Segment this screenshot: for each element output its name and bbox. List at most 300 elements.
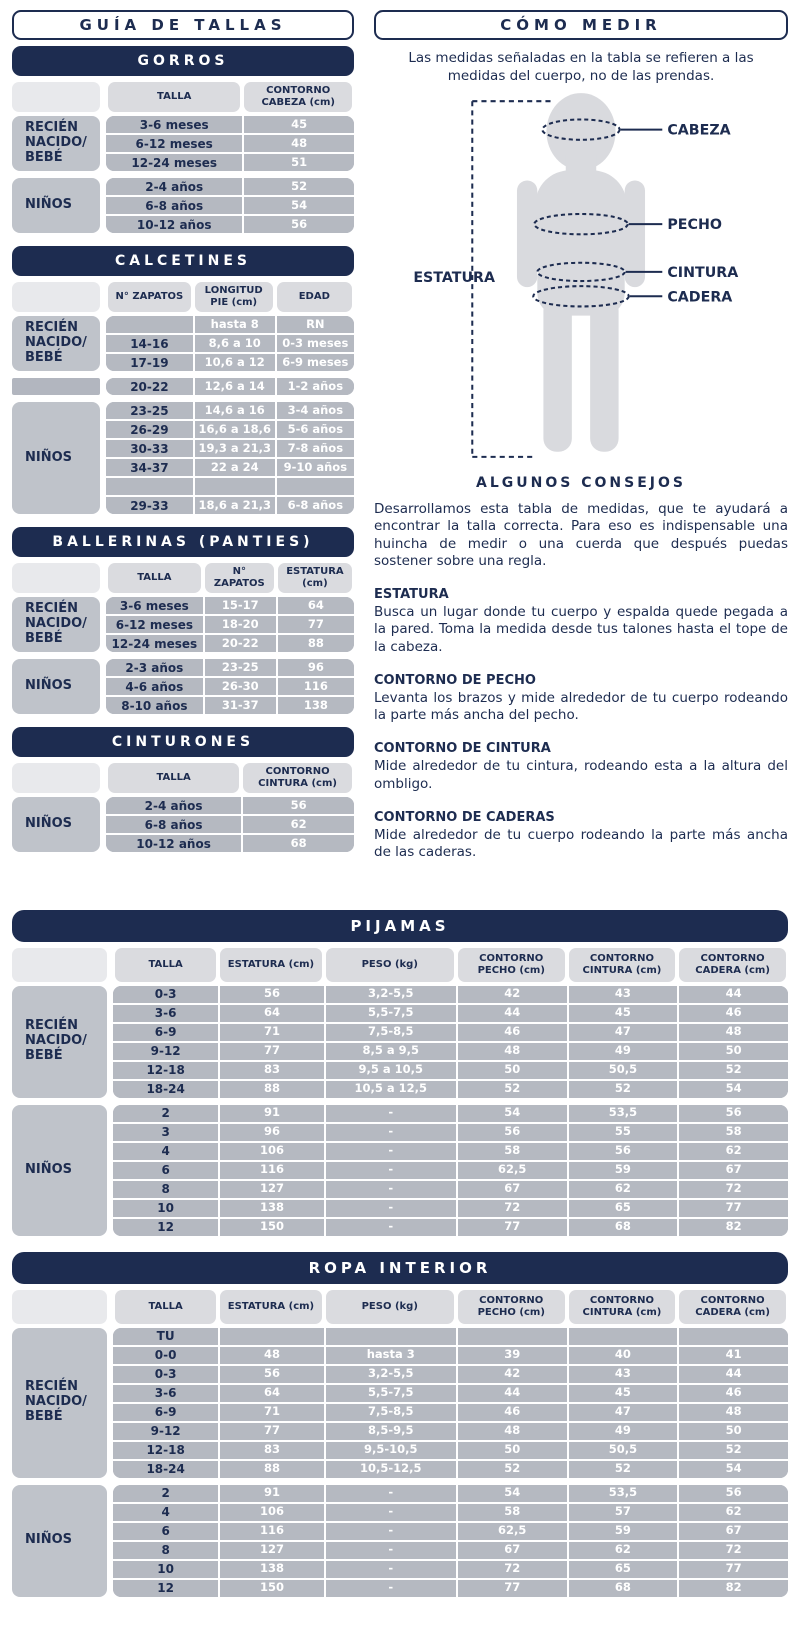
value-cell: 64 [218, 1003, 323, 1022]
value-cell: 56 [567, 1141, 678, 1160]
size-guide-title: GUÍA DE TALLAS [12, 10, 354, 40]
size-cell: 12-18 [113, 1440, 218, 1459]
value-cell: 0-3 meses [275, 333, 354, 352]
value-cell: 7,5-8,5 [324, 1022, 456, 1041]
value-cell: 56 [456, 1122, 567, 1141]
size-cell: 10 [113, 1559, 218, 1578]
value-cell: - [324, 1122, 456, 1141]
value-cell: 62 [677, 1141, 788, 1160]
value-cell: - [324, 1540, 456, 1559]
value-cell: 40 [567, 1345, 678, 1364]
group-rows [113, 1105, 788, 1236]
group-rows [106, 402, 354, 514]
column-header: ESTATURA (cm) [220, 948, 321, 982]
value-cell: - [324, 1179, 456, 1198]
value-cell: 46 [677, 1003, 788, 1022]
corner-spacer [12, 1290, 107, 1324]
column-header: CONTORNO CABEZA (cm) [244, 82, 352, 112]
size-cell: 10-12 años [106, 833, 241, 852]
value-cell: 72 [677, 1540, 788, 1559]
column-header: TALLA [108, 763, 239, 793]
group-rows [113, 1485, 788, 1597]
tip-text: Levanta los brazos y mide alrededor de tu cuerpo rodeando la parte más ancha del pecho. [374, 689, 788, 724]
group-rows [113, 986, 788, 1098]
table-row [113, 1521, 788, 1540]
tip-text: Busca un lugar donde tu cuerpo y espalda quede pegada a la pared. Toma la medida desde tus talones hasta el tope de la cabeza. [374, 604, 788, 655]
value-cell: 43 [567, 986, 678, 1003]
table-row [106, 133, 354, 152]
table-header-row [12, 1290, 788, 1324]
size-cell: 18-24 [113, 1459, 218, 1478]
value-cell: - [324, 1105, 456, 1122]
column-header: PESO (kg) [326, 948, 454, 982]
value-cell: 23-25 [203, 659, 276, 676]
size-cell: 14-16 [106, 333, 193, 352]
value-cell: 48 [677, 1022, 788, 1041]
table-row [106, 402, 354, 419]
measuring-tip [374, 587, 788, 656]
value-cell: 31-37 [203, 695, 276, 714]
table-row [113, 1179, 788, 1198]
value-cell: 56 [218, 1364, 323, 1383]
value-cell: 26-30 [203, 676, 276, 695]
tip-text: Mide alrededor de tu cuerpo rodeando la parte más ancha de las caderas. [374, 827, 788, 861]
value-cell: 7,5-8,5 [324, 1402, 456, 1421]
value-cell: 116 [276, 676, 354, 695]
group-label: RECIÉN NACIDO/ BEBÉ [12, 316, 100, 371]
value-cell: 65 [567, 1559, 678, 1578]
table-calcetines [12, 246, 354, 514]
table-group [12, 316, 354, 371]
value-cell: 72 [677, 1179, 788, 1198]
group-rows [106, 597, 354, 652]
value-cell: 54 [242, 195, 354, 214]
value-cell: RN [275, 316, 354, 333]
column-header: CONTORNO CADERA (cm) [679, 1290, 786, 1324]
size-guide-column [12, 10, 354, 862]
size-cell: 34-37 [106, 457, 193, 476]
size-cell: 2-4 años [106, 178, 242, 195]
value-cell: 44 [456, 1383, 567, 1402]
table-row [106, 676, 354, 695]
column-header: TALLA [108, 563, 201, 593]
value-cell: 96 [276, 659, 354, 676]
table-title-bar: BALLERINAS (PANTIES) [12, 527, 354, 557]
value-cell: 3,2-5,5 [324, 1364, 456, 1383]
table-group [12, 402, 354, 514]
column-header: N° ZAPATOS [108, 282, 191, 312]
table-row [113, 1060, 788, 1079]
group-label: RECIÉN NACIDO/ BEBÉ [12, 116, 100, 171]
size-cell: 6-8 años [106, 814, 241, 833]
column-header: CONTORNO PECHO (cm) [458, 1290, 565, 1324]
value-cell: 58 [456, 1502, 567, 1521]
group-label: NIÑOS [12, 178, 100, 233]
table-title-bar: CALCETINES [12, 246, 354, 276]
value-cell [677, 1328, 788, 1345]
group-label: RECIÉN NACIDO/ BEBÉ [12, 597, 100, 652]
size-cell: 12-18 [113, 1060, 218, 1079]
measuring-tip [374, 673, 788, 725]
value-cell: 62,5 [456, 1521, 567, 1540]
value-cell: 72 [456, 1559, 567, 1578]
body-diagram-svg [397, 89, 765, 467]
value-cell [275, 476, 354, 495]
value-cell: 3,2-5,5 [324, 986, 456, 1003]
column-header: LONGITUD PIE (cm) [195, 282, 273, 312]
pecho-label: PECHO [667, 217, 722, 234]
value-cell: 14,6 a 16 [193, 402, 275, 419]
value-cell: 54 [677, 1459, 788, 1478]
value-cell: 56 [677, 1485, 788, 1502]
table-row [106, 633, 354, 652]
value-cell: 49 [567, 1041, 678, 1060]
value-cell: 9,5-10,5 [324, 1440, 456, 1459]
value-cell: 67 [456, 1179, 567, 1198]
column-header: CONTORNO CINTURA (cm) [243, 763, 352, 793]
value-cell: 138 [218, 1198, 323, 1217]
table-group [12, 116, 354, 171]
value-cell: 77 [456, 1217, 567, 1236]
size-cell: 12-24 meses [106, 633, 203, 652]
table-row [106, 316, 354, 333]
size-cell: 23-25 [106, 402, 193, 419]
value-cell [456, 1328, 567, 1345]
column-header: N° ZAPATOS [205, 563, 274, 593]
value-cell: 41 [677, 1345, 788, 1364]
value-cell: 50 [677, 1041, 788, 1060]
table-row [113, 1345, 788, 1364]
value-cell: 39 [456, 1345, 567, 1364]
size-cell: 8 [113, 1179, 218, 1198]
consejos-title: ALGUNOS CONSEJOS [476, 475, 686, 492]
value-cell: 88 [276, 633, 354, 652]
value-cell: 67 [677, 1521, 788, 1540]
value-cell: 48 [218, 1345, 323, 1364]
value-cell: 47 [567, 1402, 678, 1421]
value-cell: 5,5-7,5 [324, 1383, 456, 1402]
table-row [113, 1364, 788, 1383]
value-cell: 52 [567, 1079, 678, 1098]
value-cell: 116 [218, 1160, 323, 1179]
value-cell: 45 [567, 1003, 678, 1022]
column-header: EDAD [277, 282, 352, 312]
column-header: ESTATURA (cm) [278, 563, 352, 593]
size-cell: 3-6 [113, 1383, 218, 1402]
table-title-bar: ROPA INTERIOR [12, 1252, 788, 1284]
value-cell: 16,6 a 18,6 [193, 419, 275, 438]
value-cell: - [324, 1578, 456, 1597]
tip-title: CONTORNO DE PECHO [374, 672, 536, 688]
table-ballerinas [12, 527, 354, 714]
table-row [106, 695, 354, 714]
value-cell [218, 1328, 323, 1345]
size-cell: 30-33 [106, 438, 193, 457]
table-row [106, 214, 354, 233]
group-label: NIÑOS [12, 797, 100, 852]
column-header: CONTORNO CADERA (cm) [679, 948, 786, 982]
value-cell: 10,5 a 12,5 [324, 1079, 456, 1098]
table-pijamas [12, 910, 788, 1236]
table-group [12, 597, 354, 652]
table-group [12, 797, 354, 852]
value-cell: 71 [218, 1022, 323, 1041]
value-cell: 22 a 24 [193, 457, 275, 476]
size-cell: 10 [113, 1198, 218, 1217]
value-cell: - [324, 1217, 456, 1236]
table-row [113, 1122, 788, 1141]
corner-spacer [12, 82, 100, 112]
value-cell: 77 [276, 614, 354, 633]
value-cell: 1-2 años [275, 378, 354, 395]
column-header: CONTORNO CINTURA (cm) [569, 1290, 676, 1324]
size-cell: 3-6 meses [106, 116, 242, 133]
measuring-tips [374, 587, 788, 861]
value-cell: 42 [456, 986, 567, 1003]
table-row [106, 614, 354, 633]
size-cell: 6-9 [113, 1402, 218, 1421]
value-cell: - [324, 1502, 456, 1521]
table-row [113, 1559, 788, 1578]
size-cell: 3-6 meses [106, 597, 203, 614]
tip-title: ESTATURA [374, 587, 449, 603]
cadera-label: CADERA [667, 289, 733, 306]
value-cell: 49 [567, 1421, 678, 1440]
body-measurement-diagram [374, 89, 788, 467]
size-cell [106, 476, 193, 495]
table-row [106, 833, 354, 852]
size-cell: 8-10 años [106, 695, 203, 714]
value-cell: 52 [242, 178, 354, 195]
table-group [12, 378, 354, 395]
table-header-row [12, 82, 354, 112]
value-cell: 50,5 [567, 1060, 678, 1079]
value-cell: 48 [456, 1041, 567, 1060]
value-cell: 8,6 a 10 [193, 333, 275, 352]
value-cell: 71 [218, 1402, 323, 1421]
table-row [106, 419, 354, 438]
value-cell: - [324, 1141, 456, 1160]
value-cell: 18-20 [203, 614, 276, 633]
group-rows [106, 116, 354, 171]
table-row [106, 378, 354, 395]
table-row [113, 1485, 788, 1502]
size-cell: 2-4 años [106, 797, 241, 814]
size-cell: TU [113, 1328, 218, 1345]
column-header: TALLA [115, 1290, 216, 1324]
table-row [113, 1022, 788, 1041]
table-group [12, 1485, 788, 1597]
size-cell: 6-9 [113, 1022, 218, 1041]
group-rows [106, 378, 354, 395]
value-cell: 96 [218, 1122, 323, 1141]
size-cell: 3 [113, 1122, 218, 1141]
value-cell: 56 [677, 1105, 788, 1122]
value-cell: 56 [242, 214, 354, 233]
table-row [113, 1328, 788, 1345]
corner-spacer [12, 563, 100, 593]
value-cell: 44 [677, 986, 788, 1003]
header-cells [113, 1290, 788, 1324]
value-cell: 44 [677, 1364, 788, 1383]
table-row [106, 333, 354, 352]
value-cell: 138 [276, 695, 354, 714]
value-cell: 68 [241, 833, 354, 852]
value-cell: 77 [218, 1041, 323, 1060]
table-row [106, 476, 354, 495]
value-cell: 3-4 años [275, 402, 354, 419]
value-cell: 88 [218, 1459, 323, 1478]
value-cell: 59 [567, 1521, 678, 1540]
table-row [106, 116, 354, 133]
size-cell: 9-12 [113, 1041, 218, 1060]
value-cell: 5,5-7,5 [324, 1003, 456, 1022]
table-row [113, 1105, 788, 1122]
table-title-bar: CINTURONES [12, 727, 354, 757]
group-rows [106, 178, 354, 233]
value-cell: 57 [567, 1502, 678, 1521]
value-cell: 5-6 años [275, 419, 354, 438]
table-gorros [12, 46, 354, 233]
value-cell: 91 [218, 1105, 323, 1122]
corner-spacer [12, 763, 100, 793]
group-label: NIÑOS [12, 659, 100, 714]
value-cell: 77 [218, 1421, 323, 1440]
table-header-row [12, 282, 354, 312]
table-row [106, 495, 354, 514]
cabeza-label: CABEZA [667, 122, 731, 139]
value-cell: 82 [677, 1578, 788, 1597]
value-cell: 8,5-9,5 [324, 1421, 456, 1440]
cintura-label: CINTURA [667, 265, 739, 282]
group-label: NIÑOS [12, 1485, 107, 1597]
table-row [106, 195, 354, 214]
value-cell: 52 [456, 1079, 567, 1098]
table-row [113, 1578, 788, 1597]
header-cells [106, 82, 354, 112]
value-cell: 68 [567, 1217, 678, 1236]
value-cell [567, 1328, 678, 1345]
table-row [113, 1383, 788, 1402]
value-cell: 62 [567, 1540, 678, 1559]
size-cell: 2-3 años [106, 659, 203, 676]
table-row [106, 659, 354, 676]
value-cell: 54 [456, 1485, 567, 1502]
header-cells [113, 948, 788, 982]
value-cell: 52 [567, 1459, 678, 1478]
value-cell: 59 [567, 1160, 678, 1179]
value-cell: 58 [677, 1122, 788, 1141]
table-group [12, 178, 354, 233]
group-label: NIÑOS [12, 402, 100, 514]
column-header: PESO (kg) [326, 1290, 454, 1324]
table-row [113, 1540, 788, 1559]
value-cell: 55 [567, 1122, 678, 1141]
size-cell: 9-12 [113, 1421, 218, 1440]
size-cell: 26-29 [106, 419, 193, 438]
group-label [12, 378, 100, 395]
value-cell: 116 [218, 1521, 323, 1540]
size-cell [106, 316, 193, 333]
value-cell: 6-9 meses [275, 352, 354, 371]
size-cell: 4 [113, 1502, 218, 1521]
value-cell: 54 [456, 1105, 567, 1122]
value-cell: 67 [456, 1540, 567, 1559]
value-cell: 44 [456, 1003, 567, 1022]
measuring-tip [374, 741, 788, 793]
tip-text: Mide alrededor de tu cintura, rodeando esta a la altura del ombligo. [374, 758, 788, 792]
size-cell: 6-12 meses [106, 614, 203, 633]
value-cell: 106 [218, 1502, 323, 1521]
value-cell: - [324, 1198, 456, 1217]
size-cell: 0-3 [113, 1364, 218, 1383]
estatura-label: ESTATURA [413, 270, 495, 287]
table-row [113, 1459, 788, 1478]
value-cell: 10,6 a 12 [193, 352, 275, 371]
value-cell: 77 [677, 1198, 788, 1217]
value-cell: 150 [218, 1578, 323, 1597]
value-cell: 83 [218, 1440, 323, 1459]
value-cell: 127 [218, 1540, 323, 1559]
measure-intro-text: Las medidas señaladas en la tabla se refieren a las medidas del cuerpo, no de las prendas. [408, 50, 754, 84]
value-cell: 52 [677, 1060, 788, 1079]
value-cell: 67 [677, 1160, 788, 1179]
value-cell: 82 [677, 1217, 788, 1236]
table-group [12, 659, 354, 714]
value-cell: 53,5 [567, 1105, 678, 1122]
size-cell: 6-12 meses [106, 133, 242, 152]
table-row [113, 1003, 788, 1022]
value-cell: 53,5 [567, 1485, 678, 1502]
value-cell: - [324, 1559, 456, 1578]
table-cinturones [12, 727, 354, 852]
group-rows [106, 797, 354, 852]
value-cell [193, 476, 275, 495]
value-cell: 52 [677, 1440, 788, 1459]
column-header: ESTATURA (cm) [220, 1290, 321, 1324]
value-cell: 52 [456, 1459, 567, 1478]
value-cell: 58 [456, 1141, 567, 1160]
value-cell: 65 [567, 1198, 678, 1217]
value-cell: 50 [456, 1440, 567, 1459]
table-row [113, 1502, 788, 1521]
value-cell: 83 [218, 1060, 323, 1079]
table-row [113, 1217, 788, 1236]
value-cell: 46 [456, 1402, 567, 1421]
bottom-tables-container [12, 910, 788, 1597]
value-cell [324, 1328, 456, 1345]
column-header: CONTORNO CINTURA (cm) [569, 948, 676, 982]
table-row [106, 597, 354, 614]
size-cell: 4 [113, 1141, 218, 1160]
value-cell: 8,5 a 9,5 [324, 1041, 456, 1060]
size-cell: 6 [113, 1521, 218, 1540]
table-row [113, 1421, 788, 1440]
table-header-row [12, 948, 788, 982]
value-cell: 48 [242, 133, 354, 152]
size-cell: 6 [113, 1160, 218, 1179]
table-row [106, 814, 354, 833]
value-cell: 50,5 [567, 1440, 678, 1459]
column-header: CONTORNO PECHO (cm) [458, 948, 565, 982]
value-cell: 45 [242, 116, 354, 133]
table-title-bar: PIJAMAS [12, 910, 788, 942]
value-cell: 9-10 años [275, 457, 354, 476]
value-cell: 48 [456, 1421, 567, 1440]
value-cell: 77 [677, 1559, 788, 1578]
corner-spacer [12, 282, 100, 312]
table-row [106, 438, 354, 457]
